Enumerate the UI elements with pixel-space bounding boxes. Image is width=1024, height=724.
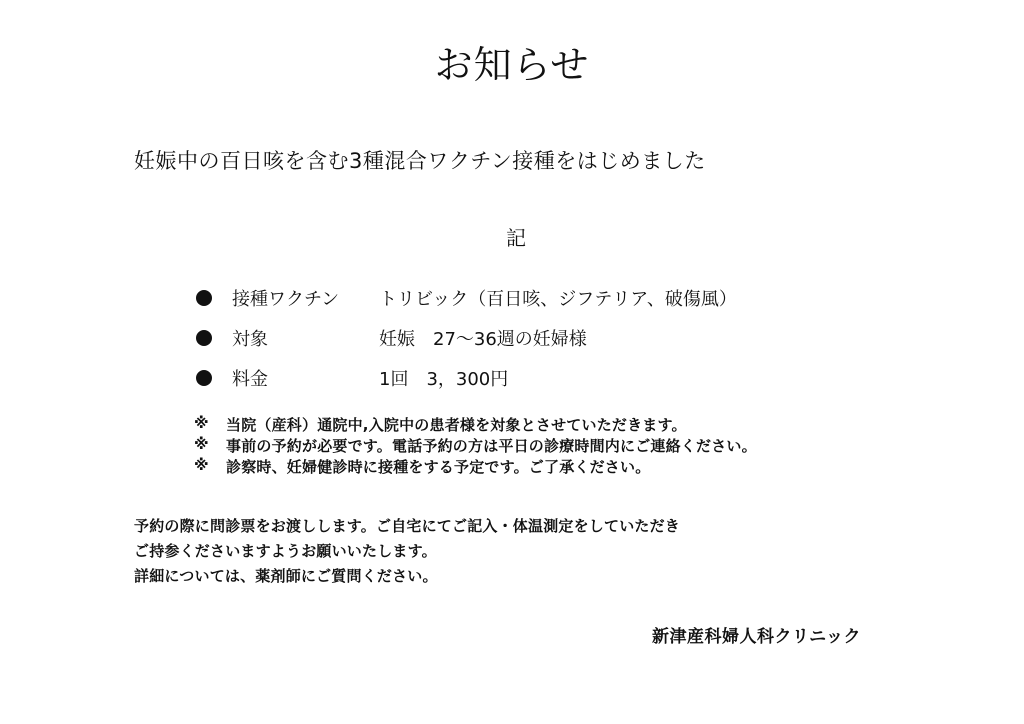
- item-label: 接種ワクチン: [232, 289, 340, 310]
- item-label: 対象: [232, 329, 268, 350]
- paragraph-line: 詳細については、薬剤師にご質問ください。: [134, 567, 438, 585]
- clinic-name: 新津産科婦人科クリニック: [652, 627, 861, 647]
- item-label: 料金: [232, 369, 268, 390]
- ki-heading: 記: [506, 226, 526, 250]
- note-text: 診察時、妊婦健診時に接種をする予定です。ご了承ください。: [226, 458, 651, 476]
- info-paragraph: [134, 515, 680, 590]
- note-text: 事前の予約が必要です。電話予約の方は平日の診療時間内にご連絡ください。: [226, 437, 757, 455]
- bullet-icon: [196, 330, 212, 346]
- headline: 妊娠中の百日咳を含む3種混合ワクチン接種をはじめました: [134, 149, 706, 173]
- paragraph-line: 予約の際に問診票をお渡しします。ご自宅にてご記入・体温測定をしていただき: [134, 517, 681, 535]
- reference-mark-icon: ※: [194, 435, 209, 453]
- reference-mark-icon: ※: [194, 414, 209, 432]
- paragraph-line: ご持参くださいますようお願いいたします。: [134, 542, 437, 560]
- note-text: 当院（産科）通院中,入院中の患者様を対象とさせていただきます。: [226, 416, 687, 434]
- reference-mark-icon: ※: [194, 456, 209, 474]
- bullet-icon: [196, 370, 212, 386]
- item-value: 妊娠 27〜36週の妊婦様: [379, 329, 587, 350]
- document-title: お知らせ: [434, 43, 590, 87]
- bullet-icon: [196, 290, 212, 306]
- item-value: 1回 3，300円: [379, 369, 509, 390]
- item-value: トリビック（百日咳、ジフテリア、破傷風）: [379, 289, 737, 310]
